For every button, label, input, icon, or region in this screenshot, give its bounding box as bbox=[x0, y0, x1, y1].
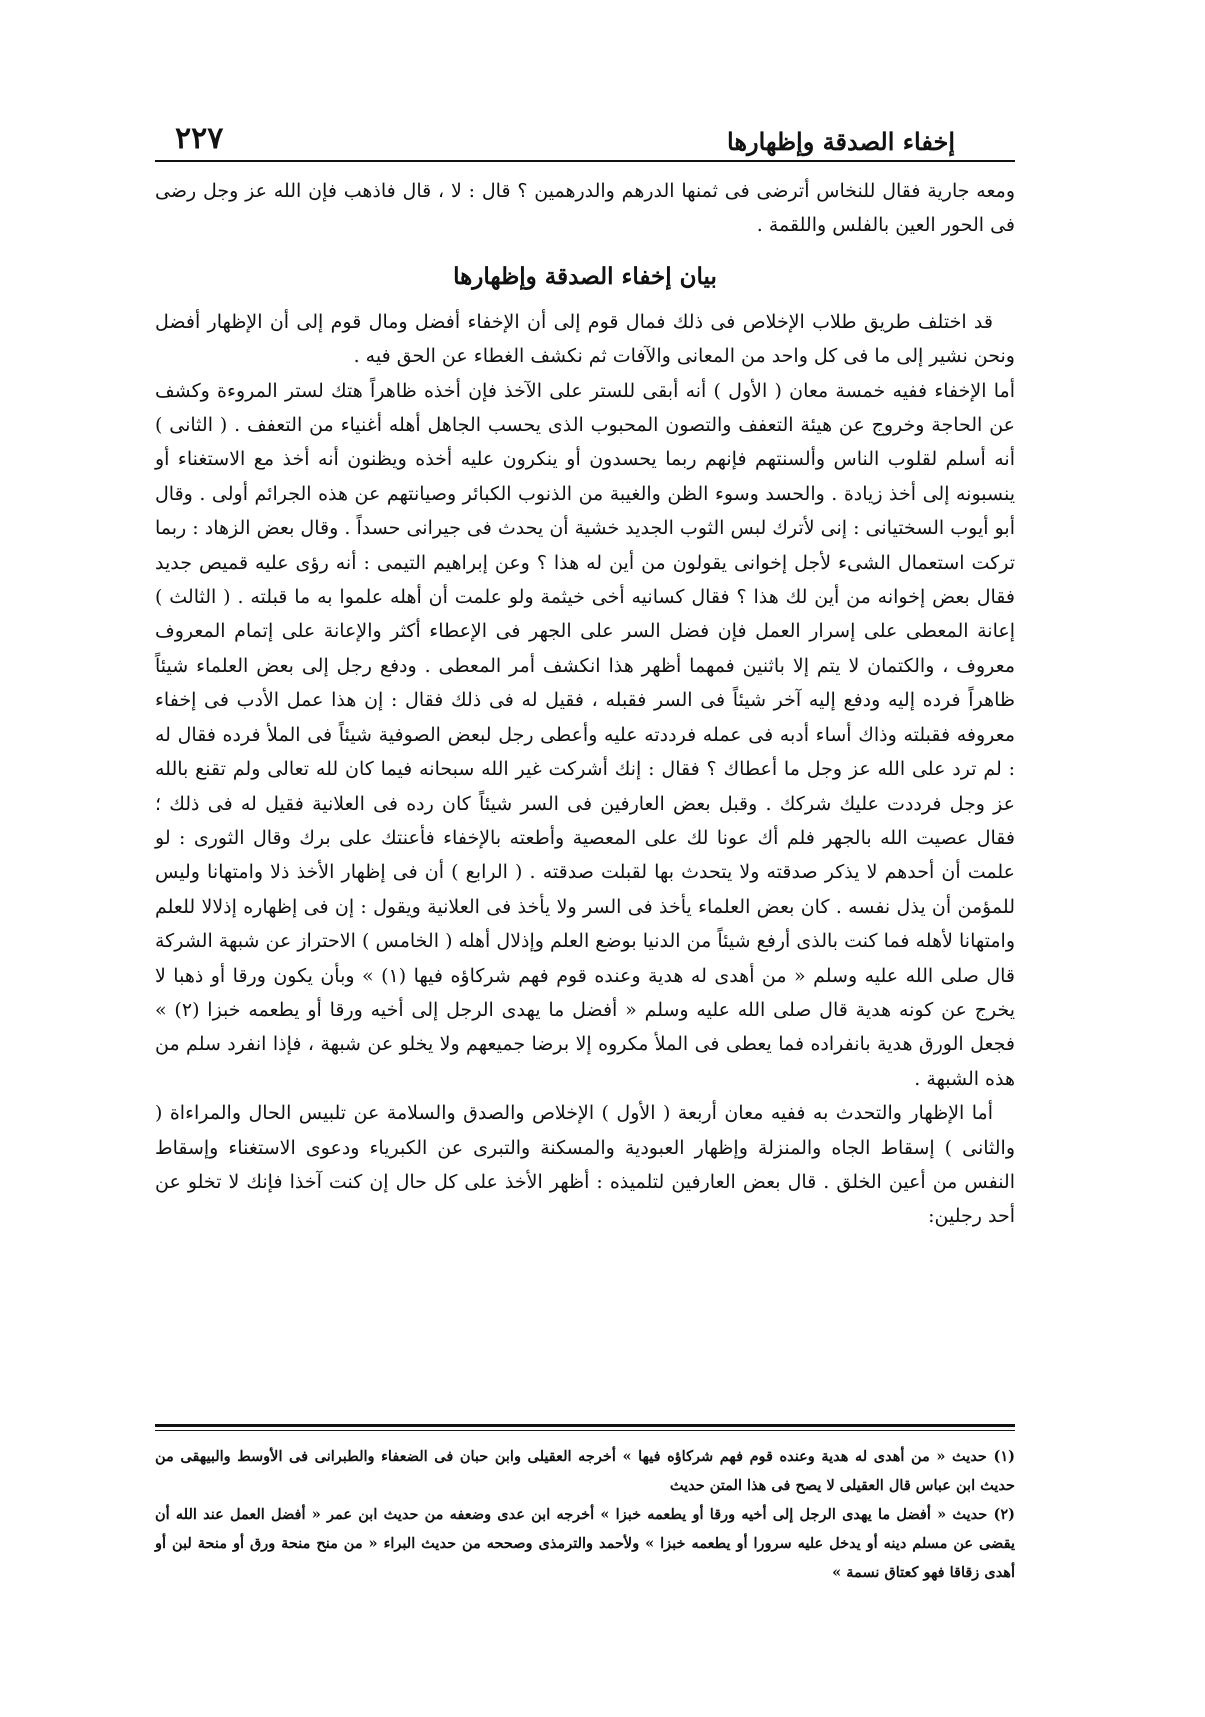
paragraph-disclosure: أما الإظهار والتحدث به ففيه معان أربعة ( الأول ) الإخلاص والصدق والسلامة عن تلبيس الحال والمراءاة ( والثانى ) إسقاط الجاه والمنزلة وإظهار العبودية والمسكنة والتبرى عن الكبرياء ودعوى الاستغناء وإسقاط النفس من أعين الخلق . قال بعض العارفين لتلميذه : أظهر الأخذ على كل حال إن كنت آخذا فإنك لا تخلو عن أحد رجلين: bbox=[155, 1102, 1015, 1228]
footnote-rule bbox=[155, 1424, 1015, 1427]
page-number: ٢٢٧ bbox=[175, 121, 224, 156]
page-header bbox=[155, 112, 1015, 156]
footnote-1: (١) حديث « من أهدى له هدية وعنده قوم فهم شركاؤه فيها » أخرجه العقيلى وابن حبان فى الضعفاء والطبرانى فى الأوسط والبيهقى من حديث ابن عباس قال العقيلى لا يصح فى هذا المتن حديث bbox=[155, 1448, 1015, 1494]
paragraph-concealment: أما الإخفاء ففيه خمسة معان ( الأول ) أنه أبقى للستر على الآخذ فإن أخذه ظاهراً هتك لستر المروءة وكشف عن الحاجة وخروج عن هيئة التعفف والتصون المحبوب الذى يحسب الجاهل أهله أغنياء من التعفف . ( الثانى ) أنه أسلم لقلوب الناس وألسنتهم فإنهم ربما يحسدون أو ينكرون عليه أخذه ويظنون أنه أخذ مع الاستغناء أو ينسبونه إلى أخذ زيادة . والحسد وسوء الظن والغيبة من الذنوب الكبائر وصيانتهم عن هذه الجرائم أولى . وقال أبو أيوب السختيانى : إنى لأترك لبس الثوب الجديد خشية أن يحدث فى جيرانى حسداً . وقال بعض الزهاد : ربما تركت استعمال الشىء لأجل إخوانى يقولون من أين له هذا ؟ وعن إبراهيم التيمى : أنه رؤى عليه قميص جديد فقال بعض إخوانه من أين لك هذا ؟ فقال كسانيه أخى خيثمة ولو علمت أن أهله علموا به ما قبلته . ( الثالث ) إعانة المعطى على إسرار العمل فإن فضل السر على الجهر فى الإعطاء أكثر والإعانة على إتمام المعروف معروف ، والكتمان لا يتم إلا باثنين فمهما أظهر هذا انكشف أمر المعطى . ودفع رجل إلى بعض العلماء شيئاً ظاهراً فرده إليه ودفع إليه آخر شيئاً فى السر فقبله ، فقيل له فى ذلك فقال : إن هذا عمل الأدب فى إخفاء معروفه فقبلته وذاك أساء أدبه فى عمله فرددته عليه وأعطى رجل لبعض الصوفية شيئاً فى الملأ فرده فقال له : لم ترد على الله عز وجل ما أعطاك ؟ فقال : إنك أشركت غير الله سبحانه فيما كان لله تعالى ولم تقنع بالله عز وجل فرددت عليك شركك . وقبل بعض العارفين فى السر شيئاً كان رده فى العلانية فقيل له فى ذلك ؛ فقال عصيت الله بالجهر فلم أك عونا لك على المعصية وأطعته بالإخفاء فأعنتك على برك وقال الثورى : لو علمت أن أحدهم لا يذكر صدقته ولا يتحدث بها لقبلت صدقته . ( الرابع ) أن فى إظهار الأخذ ذلا وامتهانا وليس للمؤمن أن يذل نفسه . كان بعض العلماء يأخذ فى السر ولا يأخذ فى العلانية ويقول : إن فى إظهاره إذلالا للعلم وامتهانا لأهله فما كنت بالذى أرفع شيئاً من الدنيا بوضع العلم وإذلال أهله ( الخامس ) الاحتراز عن شبهة الشركة قال صلى الله عليه وسلم « من أهدى له هدية وعنده قوم فهم شركاؤه فيها (١) » وبأن يكون ورقا أو ذهبا لا يخرج عن كونه هدية قال صلى الله عليه وسلم « أفضل ما يهدى الرجل إلى أخيه ورقا أو يطعمه خبزا (٢) » فجعل الورق هدية بانفراده فما يعطى فى الملأ مكروه إلا برضا جميعهم ولا يخلو عن شبهة ، فإذا انفرد سلم من هذه الشبهة . bbox=[155, 379, 1016, 1090]
book-page bbox=[155, 112, 1015, 1612]
header-rule bbox=[155, 160, 1015, 162]
running-title: إخفاء الصدقة وإظهارها bbox=[727, 127, 955, 156]
footnote-rule-thin bbox=[155, 1430, 1015, 1431]
footnotes bbox=[155, 1442, 1015, 1587]
section-heading: بيان إخفاء الصدقة وإظهارها bbox=[453, 262, 717, 290]
paragraph-intro: قد اختلف طريق طلاب الإخلاص فى ذلك فمال قوم إلى أن الإخفاء أفضل ومال قوم إلى أن الإظهار أفضل ونحن نشير إلى ما فى كل واحد من المعانى والآفات ثم نكشف الغطاء عن الحق فيه . bbox=[155, 310, 1015, 368]
main-text bbox=[155, 174, 1015, 1234]
footnote-2: (٢) حديث « أفضل ما يهدى الرجل إلى أخيه ورقا أو يطعمه خبزا » أخرجه ابن عدى وضعفه من حديث ابن عمر « أفضل العمل عند الله أن يقضى عن مسلم دينه أو يدخل عليه سرورا أو يطعمه خبزا » ولأحمد والترمذى وصححه من حديث البراء « من منح منحة ورق أو منحة لبن أو أهدى زقاقا فهو كعتاق نسمة » bbox=[155, 1506, 1015, 1581]
paragraph-continued: ومعه جارية فقال للنخاس أترضى فى ثمنها الدرهم والدرهمين ؟ قال : لا ، قال فاذهب فإن الله عز وجل رضى فى الحور العين بالفلس واللقمة . bbox=[155, 180, 1015, 237]
